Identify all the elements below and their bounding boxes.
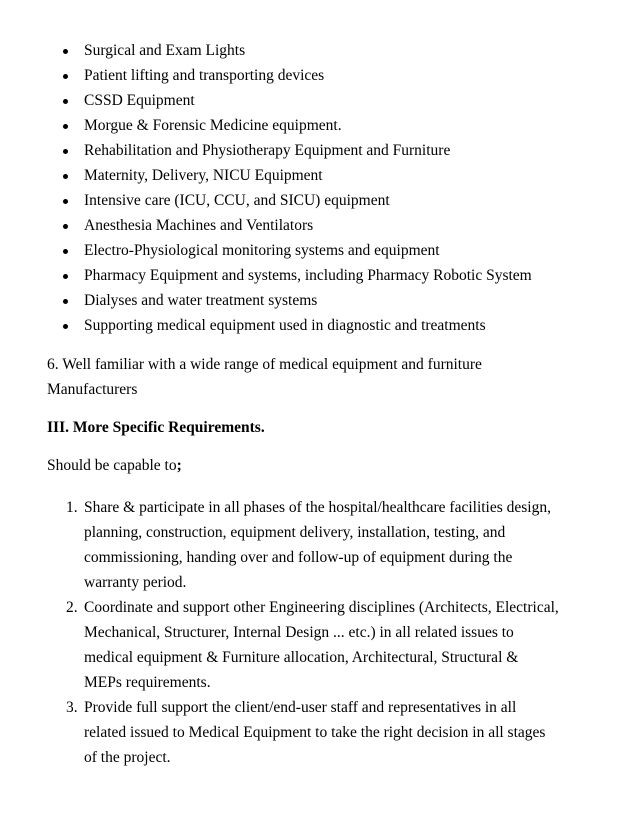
bullet-dot-icon xyxy=(63,99,68,104)
list-item xyxy=(0,188,638,213)
bullet-dot-icon xyxy=(63,124,68,129)
list-item-text: Rehabilitation and Physiotherapy Equipment and Furniture xyxy=(84,142,451,159)
requirement-line: MEPs requirements. xyxy=(84,674,211,691)
requirement-line: related issued to Medical Equipment to take the right decision in all stages xyxy=(84,724,546,741)
list-item-text: Morgue & Forensic Medicine equipment. xyxy=(84,117,342,134)
list-item xyxy=(0,495,638,595)
should-text: Should be capable to xyxy=(47,457,177,474)
requirement-number: 1. xyxy=(66,499,78,516)
list-item-text: Supporting medical equipment used in diagnostic and treatments xyxy=(84,317,486,334)
list-item-text: Patient lifting and transporting devices xyxy=(84,67,325,84)
list-item-text: Intensive care (ICU, CCU, and SICU) equipment xyxy=(84,192,390,209)
requirement-line: Coordinate and support other Engineering disciplines (Architects, Electrical, xyxy=(84,599,559,616)
requirement-line: medical equipment & Furniture allocation, Architectural, Structural & xyxy=(84,649,519,666)
requirement-line: Mechanical, Structurer, Internal Design ... etc.) in all related issues to xyxy=(84,624,514,641)
list-item-text: Anesthesia Machines and Ventilators xyxy=(84,217,314,234)
bullet-dot-icon xyxy=(63,174,68,179)
list-item xyxy=(0,163,638,188)
requirement-number: 2. xyxy=(66,599,78,616)
list-item xyxy=(0,263,638,288)
bullet-dot-icon xyxy=(63,224,68,229)
requirement-line: planning, construction, equipment delivery, installation, testing, and xyxy=(84,524,506,541)
requirement-number: 3. xyxy=(66,699,78,716)
section-3-heading: III. More Specific Requirements. xyxy=(47,419,265,436)
list-item xyxy=(0,695,638,770)
list-item xyxy=(0,313,638,338)
list-item xyxy=(0,88,638,113)
list-item xyxy=(0,113,638,138)
requirement-line: of the project. xyxy=(84,749,171,766)
list-item xyxy=(0,213,638,238)
requirement-line: Provide full support the client/end-user staff and representatives in all xyxy=(84,699,517,716)
paragraph-6-line-2: Manufacturers xyxy=(47,381,138,398)
list-item xyxy=(0,63,638,88)
paragraph-6 xyxy=(47,352,607,402)
should-be-capable-text xyxy=(47,453,607,478)
bullet-dot-icon xyxy=(63,149,68,154)
list-item xyxy=(0,138,638,163)
list-item-text: Pharmacy Equipment and systems, including Pharmacy Robotic System xyxy=(84,267,532,284)
should-colon: ; xyxy=(176,457,182,474)
bullet-dot-icon xyxy=(63,199,68,204)
bullet-dot-icon xyxy=(63,324,68,329)
list-item xyxy=(0,238,638,263)
list-item xyxy=(0,288,638,313)
list-item xyxy=(0,595,638,695)
requirement-line: commissioning, handing over and follow-up of equipment during the xyxy=(84,549,513,566)
requirement-line: Share & participate in all phases of the hospital/healthcare facilities design, xyxy=(84,499,551,516)
bullet-dot-icon xyxy=(63,249,68,254)
bullet-dot-icon xyxy=(63,274,68,279)
requirements-list xyxy=(0,495,638,770)
list-item-text: Dialyses and water treatment systems xyxy=(84,292,318,309)
list-item-text: Maternity, Delivery, NICU Equipment xyxy=(84,167,323,184)
bullet-dot-icon xyxy=(63,299,68,304)
requirement-line: warranty period. xyxy=(84,574,187,591)
bullet-dot-icon xyxy=(63,49,68,54)
equipment-bullet-list xyxy=(0,38,638,338)
list-item xyxy=(0,38,638,63)
paragraph-6-line-1: 6. Well familiar with a wide range of medical equipment and furniture xyxy=(47,356,482,373)
bullet-dot-icon xyxy=(63,74,68,79)
list-item-text: Surgical and Exam Lights xyxy=(84,42,246,59)
list-item-text: CSSD Equipment xyxy=(84,92,195,109)
list-item-text: Electro-Physiological monitoring systems and equipment xyxy=(84,242,440,259)
